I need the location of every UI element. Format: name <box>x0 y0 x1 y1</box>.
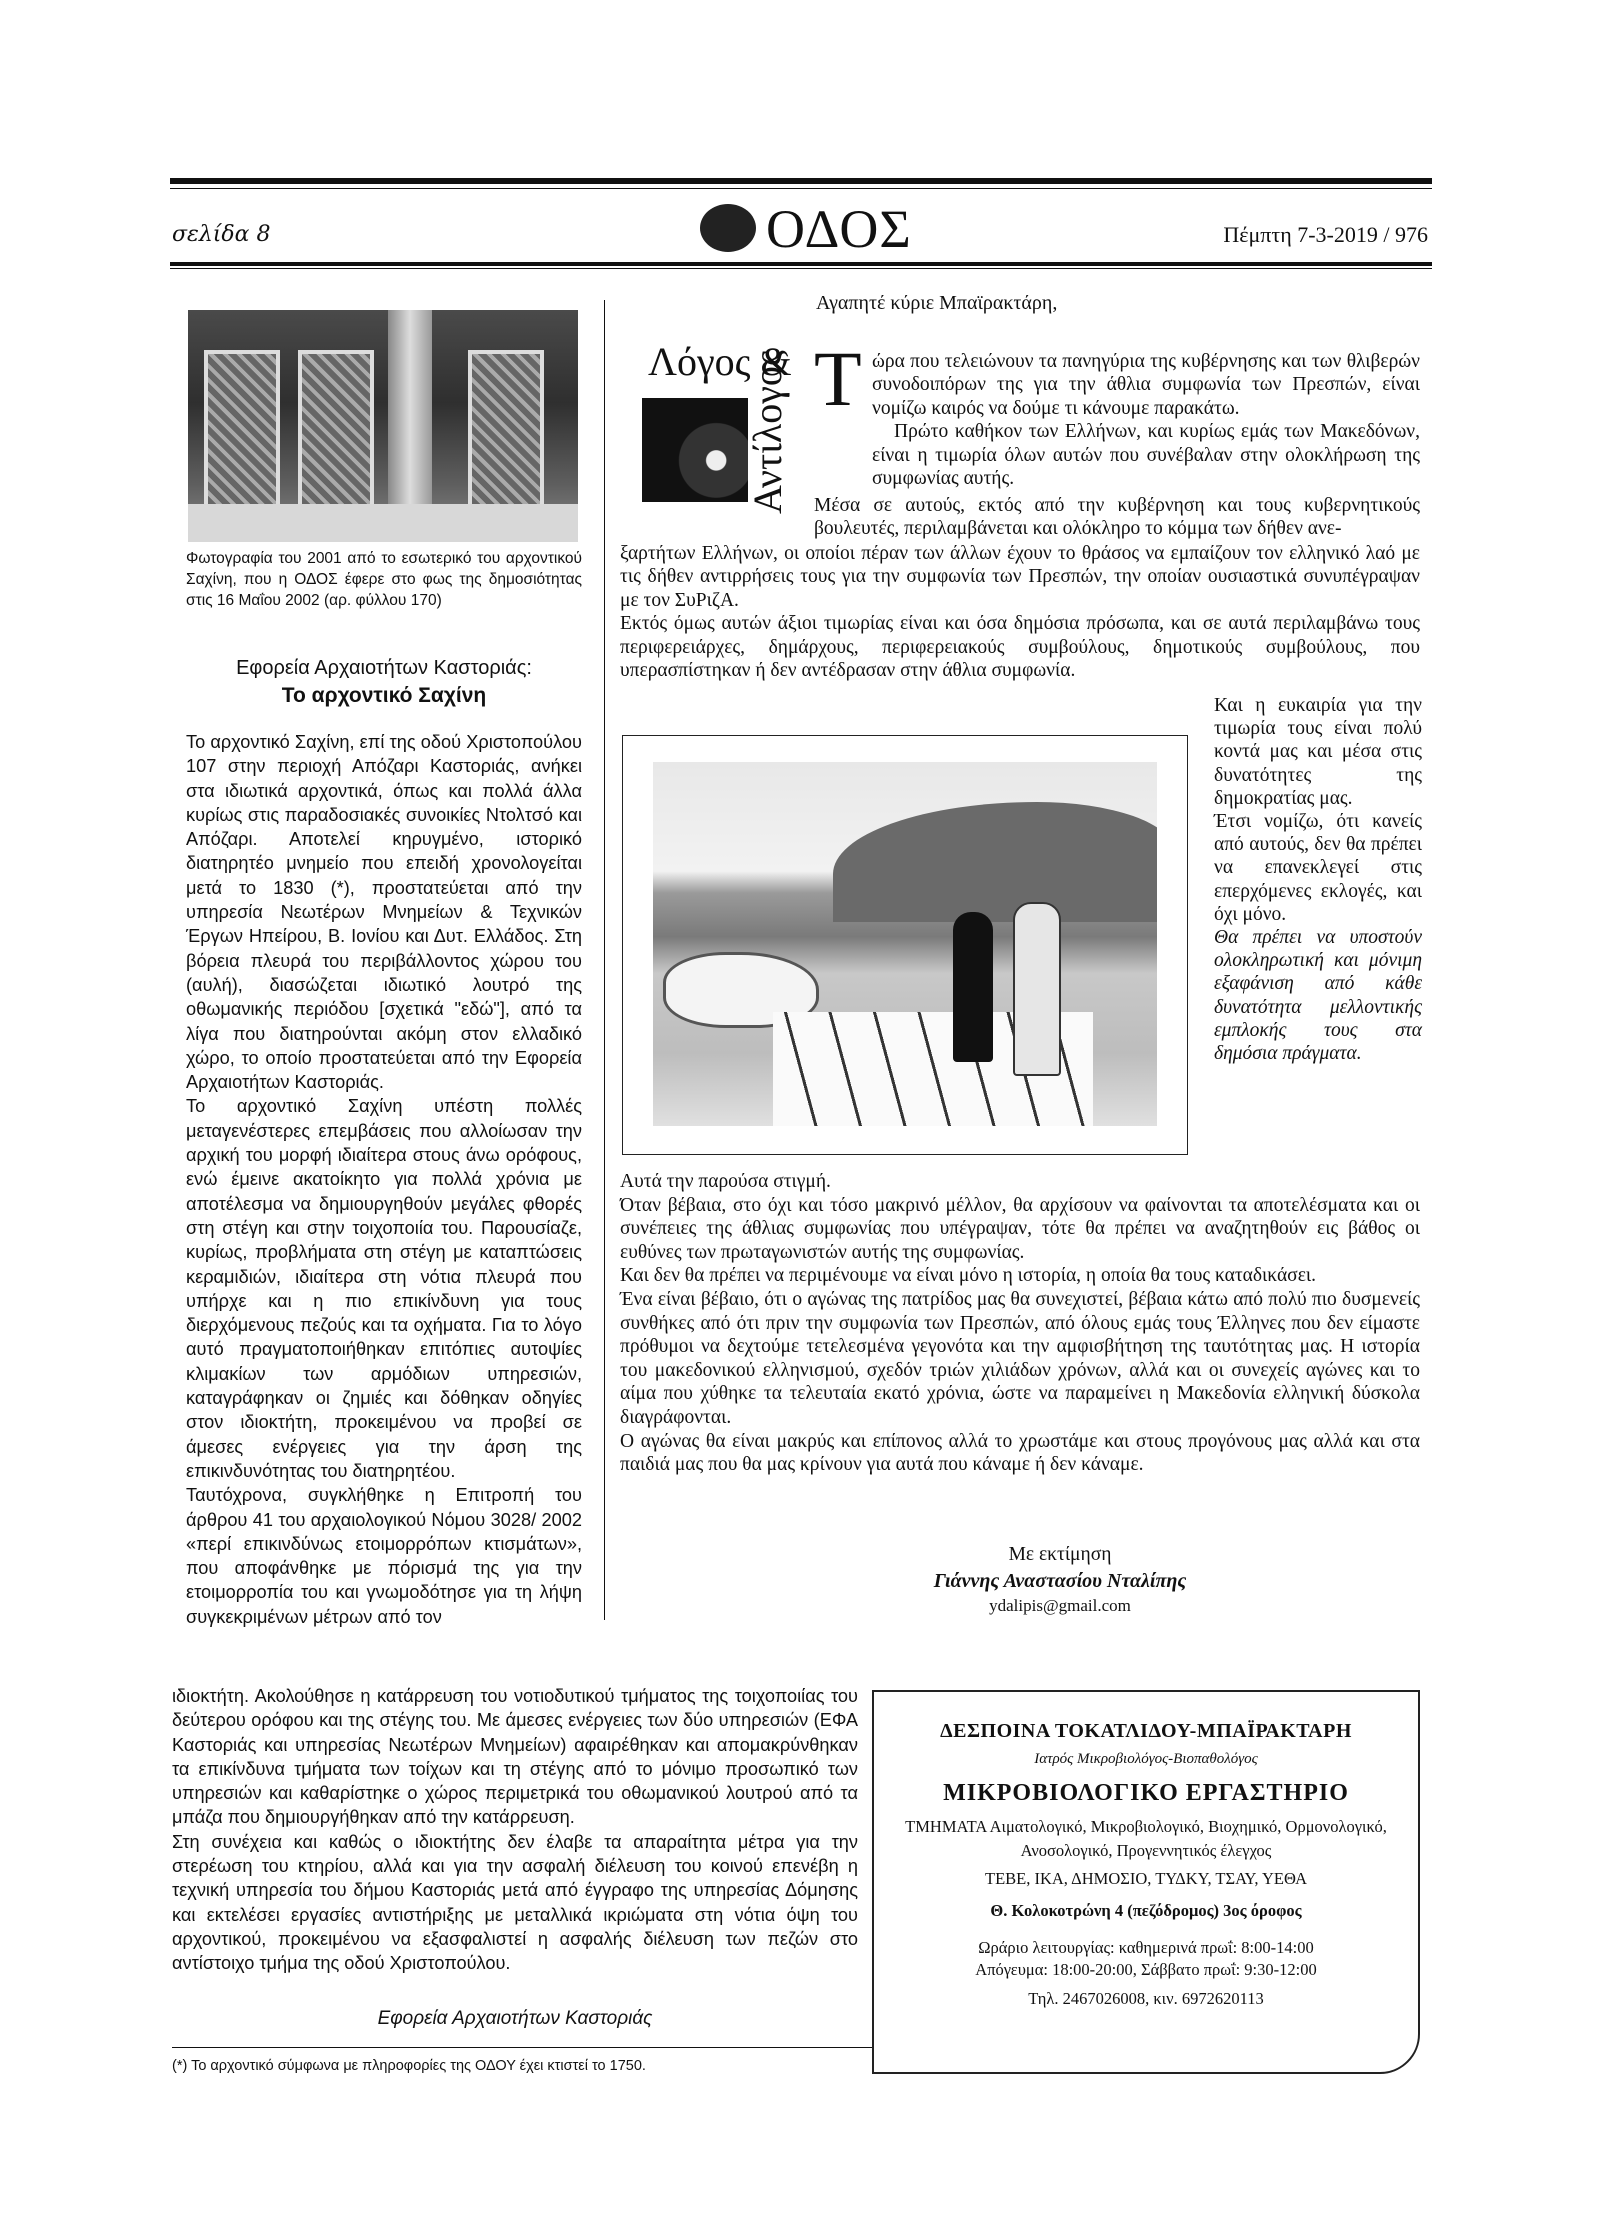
footnote: (*) Το αρχοντικό σύμφωνα με πληροφορίες της ΟΔΟΥ έχει κτιστεί το 1750. <box>172 2058 646 2074</box>
drop-cap: Τ <box>814 335 862 422</box>
letter-body <box>814 494 1420 541</box>
ad-insurers: ΤΕΒΕ, ΙΚΑ, ΔΗΜΟΣΙΟ, ΤΥΔΚΥ, ΤΣΑΥ, ΥΕΘΑ <box>984 1869 1308 1888</box>
author-name: Γιάννης Αναστασίου Νταλίπης <box>933 1570 1187 1592</box>
article-heading-org: Εφορεία Αρχαιοτήτων Καστοριάς: <box>236 657 532 679</box>
letter-paragraph: Έτσι νομίζω, ότι κανείς από αυτούς, δεν θα πρέπει να επανεκλεγεί στις επερχόμενες εκλογές, και όχι μόνο. <box>1214 811 1422 925</box>
letter-body <box>872 350 1420 490</box>
header-bottom-rule <box>170 262 1432 266</box>
column-logo <box>620 328 792 514</box>
lab-advertisement <box>872 1690 1420 2074</box>
letter-paragraph: Εκτός όμως αυτών άξιοι τιμωρίας είναι και όσα δημόσια πρόσωπα, και σε αυτά περιλαμβάνω τους περιφερειάρχες, δημάρχους, περιφερειακούς συμβούλους, δημοτικούς συμβούλους, που υπερασπίστηκαν ή δεν αντέδρασαν στην άθλια συμφωνία. <box>620 613 1420 682</box>
letter-body-wide <box>620 542 1420 682</box>
article-body-column <box>186 730 582 1629</box>
letter-paragraph: Μέσα σε αυτούς, εκτός από την κυβέρνηση και τους κυβερνητικούς βουλευτές, περιλαμβάνεται και ολόκληρο το κόμμα των δήθεν ανε- <box>814 495 1420 540</box>
article-heading <box>186 654 582 710</box>
ad-hours <box>874 1937 1418 1981</box>
page-number: σελίδα 8 <box>172 222 271 247</box>
ad-doctor-role: Ιατρός Μικροβιολόγος-Βιοπαθολόγος <box>1034 1751 1258 1767</box>
politicians-photo <box>653 762 1157 1126</box>
article-heading-title: Το αρχοντικό Σαχίνη <box>281 684 487 707</box>
ad-doctor-name: ΔΕΣΠΟΙΝΑ ΤΟΚΑΤΛΙΔΟΥ-ΜΠΑΪΡΑΚΤΑΡΗ <box>940 1720 1352 1742</box>
ad-lab-title: ΜΙΚΡΟΒΙΟΛΟΓΙΚΟ ΕΡΓΑΣΤΗΡΙΟ <box>943 1780 1349 1806</box>
letter-closing <box>820 1542 1300 1618</box>
ad-departments: ΤΜΗΜΑΤΑ Αιματολογικό, Μικροβιολογικό, Βιοχημικό, Ορμονολογικό, Ανοσολογικό, Προγεννητικός έλεγχος <box>905 1817 1387 1860</box>
letter-paragraph: Και δεν θα πρέπει να περιμένουμε να είναι μόνο η ιστορία, η οποία θα τους καταδικάσει. <box>620 1265 1317 1287</box>
letter-paragraph: Ο αγώνας θα είναι μακρύς και επίπονος αλλά το χρωστάμε και στους προγόνους μας αλλά και στα παιδιά μας που θα μας κρίνουν για αυτά που κάναμε ή δεν κάναμε. <box>620 1430 1420 1476</box>
letter-paragraph: Ένα είναι βέβαιο, ότι ο αγώνας της πατρίδος μας θα συνεχιστεί, βέβαια κάτω από πολύ πιο δυσμενείς συνθήκες από ότι πριν την συμφωνία των Πρεσπών, από όλους εμάς τους Έλληνες που δεν είμαστε πρόθυμοι να δεχτούμε τετελεσμένα γεγονότα και την αμφισβήτηση της ταυτότητας μας. Η ιστορία του μακεδονικού ελληνισμού, σχεδόν τριών χιλιάδων χρόνων, αλλά και οι συνεχείς αγώνες και το αίμα που χύθηκε τα τελευταία εκατό χρόνια, ώστε να παραμείνει η Μακεδονία ελληνική δύσκολα διαγράφονται. <box>620 1288 1420 1428</box>
article-body-wide <box>172 1684 858 1976</box>
masthead <box>700 200 950 260</box>
footnote-rule <box>172 2047 872 2048</box>
ad-address: Θ. Κολοκοτρώνη 4 (πεζόδρομος) 3ος όροφος <box>990 1901 1302 1920</box>
letter-paragraph: ώρα που τελειώνουν τα πανηγύρια της κυβέρνησης και των θλιβερών συνοδοιπόρων της για την άθλια συμφωνία των Πρεσπών, είναι νομίζω καιρός να δούμε τι κάνουμε παρακάτω. <box>872 351 1420 419</box>
politicians-photo-frame <box>622 735 1188 1155</box>
header-bottom-rule-thin <box>170 268 1432 269</box>
top-rule-thick <box>170 178 1432 184</box>
article-paragraph: Στη συνέχεια και καθώς ο ιδιοκτήτης δεν έλαβε τα απαραίτητα μέτρα για την στερέωση του κτηρίου, αλλά και για την ασφαλή διέλευση του κοινού επενέβη η τεχνική υπηρεσία του δήμου Καστοριάς μετά από έγγραφο της υπηρεσίας Δόμησης και εκτελέσει εργασίες αντιστήριξης με μεταλλικά ικριώματα στη νότια όψη του αρχοντικού, προκειμένου να εξασφαλιστεί η ασφαλής διέλευση των πεζών στο αντίστοιχο τμήμα της οδού Χριστοπούλου. <box>172 1831 858 1974</box>
letter-paragraph: ξαρτήτων Ελλήνων, οι οποίοι πέραν των άλλων έχουν το θράσος να εμπαίζουν τον ελληνικό λαό με τις δήθεν αντιρρήσεις τους για την συμφωνία των Πρεσπών, την οποίαν ουσιαστικά συνυπέγραψαν με τον ΣυΡιζΑ. <box>620 543 1420 611</box>
newspaper-logo-icon <box>700 204 756 252</box>
closing-salutation: Με εκτίμηση <box>1008 1544 1112 1565</box>
letter-paragraph: Θα πρέπει να υποστούν ολοκληρωτική και μόνιμη εξαφάνιση από κάθε δυνατότητα μελλοντικής εμπλοκής τους στα δημόσια πράγματα. <box>1214 927 1422 1065</box>
letter-body-wide <box>620 1170 1420 1477</box>
letter-side-column <box>1214 694 1422 1065</box>
photo-caption: Φωτογραφία του 2001 από το εσωτερικό του αρχοντικού Σαχίνη, που η ΟΔΟΣ έφερε στο φως της δημοσιότητας στις 16 Μαΐου 2002 (αρ. φύλλου 170) <box>186 550 582 609</box>
letter-paragraph: Όταν βέβαια, στο όχι και τόσο μακρινό μέλλον, θα αρχίσουν να φαίνονται τα αποτελέσματα και οι συνέπειες της άθλιας συμφωνίας που υπέγραψαν, τότε θα πρέπει να αναζητηθούν εις βάθος οι ευθύνες των πρωταγωνιστών αυτής της συμφωνίας. <box>620 1194 1420 1263</box>
letter-paragraph: Πρώτο καθήκον των Ελλήνων, και κυρίως εμάς των Μακεδόνων, είναι η τιμωρία όλων αυτών που συνέβαλαν στην ολοκλήρωση της συμφωνίας αυτής. <box>872 421 1420 490</box>
ad-hours-weekday: Ωράριο λειτουργίας: καθημερινά πρωΐ: 8:00-14:00 <box>978 1938 1314 1957</box>
ad-phone: Τηλ. 2467026008, κιν. 6972620113 <box>1028 1989 1264 2008</box>
article-paragraph: ιδιοκτήτη. Ακολούθησε η κατάρρευση του νοτιοδυτικού τμήματος της τοιχοποιίας του δεύτερου ορόφου και της στέγης του. Με άμεσες ενέργειες των δύο υπηρεσιών (ΕΦΑ Καστοριάς και υπηρεσίας Νεωτέρων Μνημείων) αφαιρέθηκαν και απομακρύνθηκαν τα επικίνδυνα τμήματα των τοίχων και τη στέγης από το μόνιμο προσωπικό των υπηρεσιών και καθαρίστηκε ο χώρος περιμετρικά του οθωμανικού λουτρού από τα μπάζα που δημιουργήθηκαν από την κατάρρευση. <box>172 1686 858 1828</box>
article-paragraph: Το αρχοντικό Σαχίνη, επί της οδού Χριστοπούλου 107 στην περιοχή Απόζαρι Καστοριάς, ανήκει στα ιδιωτικά αρχοντικά, όπως και πολλά άλλα κυρίως στις παραδοσιακές συνοικίες Ντολτσό και Απόζαρι. Αποτελεί κηρυγμένο, ιστορικό διατηρητέο μνημείο που επειδή χρονολογείται μετά το 1830 (*), προστατεύεται από την υπηρεσία Νεωτέρων Μνημείων & Τεχνικών Έργων Ηπείρου, Β. Ιονίου και Δυτ. Ελλάδος. Στη βόρεια πλευρά του περιβάλλοντος χώρου του (αυλή), διασώζεται ιδιωτικό λουτρό της οθωμανικής περιόδου [σχετικά "εδώ"], από τα λίγα που διατηρούνται ακόμη στον ελλαδικό χώρο, το οποίο προστατεύεται από την Εφορεία Αρχαιοτήτων Καστοριάς. <box>186 732 582 1093</box>
author-email: ydalipis@gmail.com <box>989 1596 1131 1615</box>
article-paragraph: Το αρχοντικό Σαχίνη υπέστη πολλές μεταγενέστερες επεμβάσεις που αλλοίωσαν την αρχική του μορφή ιδιαίτερα στους άνω ορόφους, ενώ έμεινε ακατοίκητο για πολλά χρόνια με αποτέλεσμα να δημιουργηθούν μεγάλες φθορές στη στέγη και στην τοιχοποιία του. Παρουσίαζε, κυρίως, προβλήματα στη στέγη με καταπτώσεις κεραμιδιών, ιδιαίτερα στη νότια πλευρά που υπήρχε και η πιο επικίνδυνη για τους διερχόμενους πεζούς και τα οχήματα. Για το λόγο αυτό πραγματοποιήθηκαν επιτόπιες αυτοψίες κλιμακίων των αρμόδιων υπηρεσιών, καταγράφηκαν οι ζημιές και δόθηκαν οδηγίες στον ιδιοκτήτη, προκειμένου να προβεί σε άμεσες ενέργειες για την άρση της επικινδυνότητας του διατηρητέου. <box>186 1096 582 1481</box>
letter-paragraph: Και η ευκαιρία για την τιμωρία τους είναι πολύ κοντά μας και μέσα στις δυνατότητες της δημοκρατίας μας. <box>1214 695 1422 809</box>
issue-date: Πέμπτη 7-3-2019 / 976 <box>1223 222 1428 247</box>
ad-hours-afternoon: Απόγευμα: 18:00-20:00, Σάββατο πρωΐ: 9:30-12:00 <box>975 1960 1317 1979</box>
article-signature: Εφορεία Αρχαιοτήτων Καστοριάς <box>377 2008 653 2029</box>
letter-paragraph: Αυτά την παρούσα στιγμή. <box>620 1171 831 1192</box>
mansion-interior-photo <box>188 310 578 542</box>
column-title-1: Λόγος & <box>648 339 792 384</box>
column-divider <box>604 300 605 1620</box>
newspaper-title: ΟΔΟΣ <box>766 199 912 259</box>
article-paragraph: Ταυτόχρονα, συγκλήθηκε η Επιτροπή του άρθρου 41 του αρχαιολογικού Νόμου 3028/ 2002 «περί επικινδύνως ετοιμορρόπων κτισμάτων», που αποφάνθηκε με πόρισμά της για την ετοιμορροπία του και γνωμοδότησε για τη λήψη συγκεκριμένων μέτρων από τον <box>186 1485 582 1627</box>
column-logo-icon <box>642 398 748 502</box>
letter-greeting: Αγαπητέ κύριε Μπαϊρακτάρη, <box>816 292 1058 314</box>
top-rule-thin <box>170 188 1432 189</box>
column-title-2: Αντίλογος <box>745 350 790 514</box>
